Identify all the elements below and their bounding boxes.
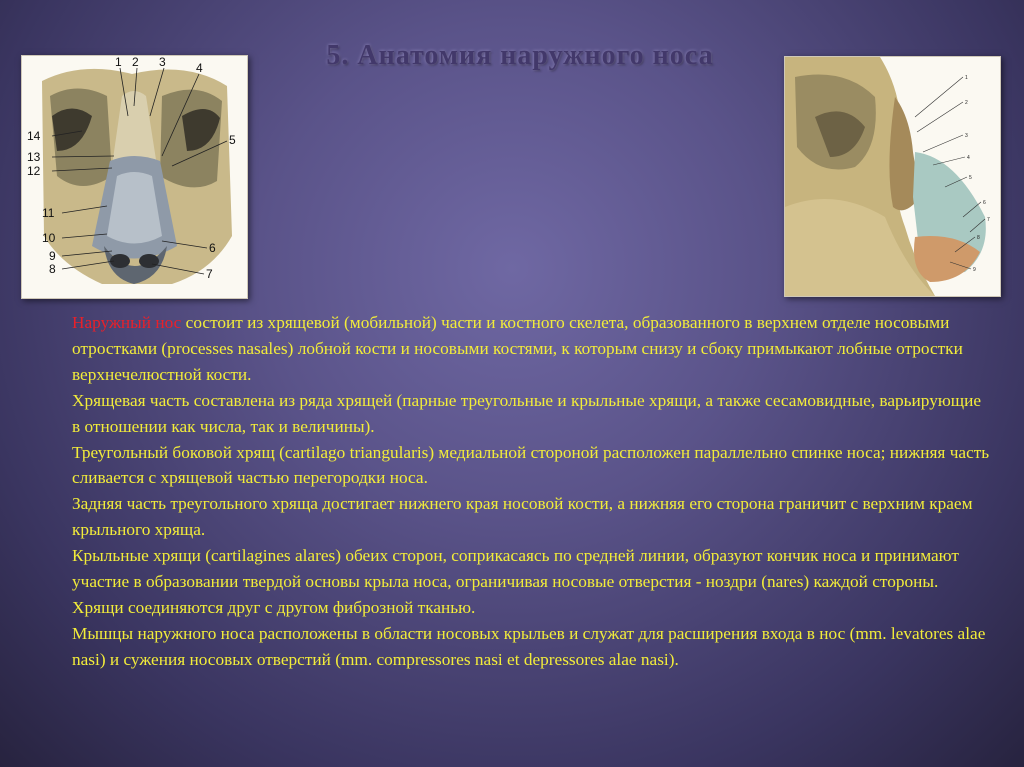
paragraph-triangular-cartilage: Треугольный боковой хрящ (cartilago triangularis) медиальной стороной расположен параллельно спинке носа; нижняя часть сливается с хрящевой частью перегородки носа. <box>72 442 990 488</box>
paragraph-triangular-border: Задняя часть треугольного хряща достигает нижнего края носовой кости, а нижняя его сторона граничит с верхним краем крыльного хряща. <box>72 494 973 540</box>
paragraph-external-nose <box>72 310 992 388</box>
left-label-2: 2 <box>132 56 139 69</box>
left-label-5: 5 <box>229 133 236 147</box>
paragraph-text: состоит из хрящевой (мобильной) части и костного скелета, образованного в верхнем отделе носовыми отростками (processes nasales) лобной кости и носовыми костями, к которым снизу и сбоку примыкают лобные отростки верхнечелюстной кости. <box>72 313 963 384</box>
right-label-5: 5 <box>969 175 972 181</box>
nose-front-view-image <box>21 55 248 299</box>
right-label-6: 6 <box>983 200 986 206</box>
left-label-8: 8 <box>49 262 56 276</box>
left-label-14: 14 <box>27 129 41 143</box>
left-label-3: 3 <box>159 56 166 69</box>
right-label-9: 9 <box>973 267 976 273</box>
right-label-7: 7 <box>987 217 990 223</box>
slide-title: 5. Анатомия наружного носа <box>326 40 714 71</box>
paragraph-muscles: Мышцы наружного носа расположены в области носовых крыльев и служат для расширения входа в нос (mm. levatores alae nasi) и сужения носовых отверстий (mm. compressores nasi et depressores alae nasi). <box>72 623 986 669</box>
left-label-9: 9 <box>49 249 56 263</box>
right-label-8: 8 <box>977 235 980 241</box>
nose-front-view-illustration <box>22 56 247 298</box>
left-label-7: 7 <box>206 267 213 281</box>
left-label-12: 12 <box>27 164 41 178</box>
right-label-3: 3 <box>965 133 968 139</box>
highlight-term: Наружный нос <box>72 313 182 332</box>
nose-lateral-view-illustration <box>785 57 1000 296</box>
right-label-4: 4 <box>967 155 970 161</box>
slide-body-text <box>72 310 992 673</box>
left-label-13: 13 <box>27 150 41 164</box>
right-label-2: 2 <box>965 100 968 106</box>
left-label-6: 6 <box>209 241 216 255</box>
left-label-11: 11 <box>42 206 55 220</box>
paragraph-fibrous-tissue: Хрящи соединяются друг с другом фиброзной тканью. <box>72 597 476 617</box>
left-label-1: 1 <box>115 56 122 69</box>
left-label-10: 10 <box>42 231 56 245</box>
left-label-4: 4 <box>196 61 203 75</box>
paragraph-cartilage-part: Хрящевая часть составлена из ряда хрящей (парные треугольные и крыльные хрящи, а также сесамовидные, варьирующие в отношении как числа, так и величины). <box>72 390 981 436</box>
nose-lateral-view-image <box>784 56 1001 297</box>
paragraph-alar-cartilages: Крыльные хрящи (cartilagines alares) обеих сторон, соприкасаясь по средней линии, образуют кончик носа и принимают участие в образовании твердой основы крыла носа, ограничивая носовые отверстия - ноздри (nares) каждой стороны. <box>72 546 959 592</box>
right-label-1: 1 <box>965 75 968 81</box>
